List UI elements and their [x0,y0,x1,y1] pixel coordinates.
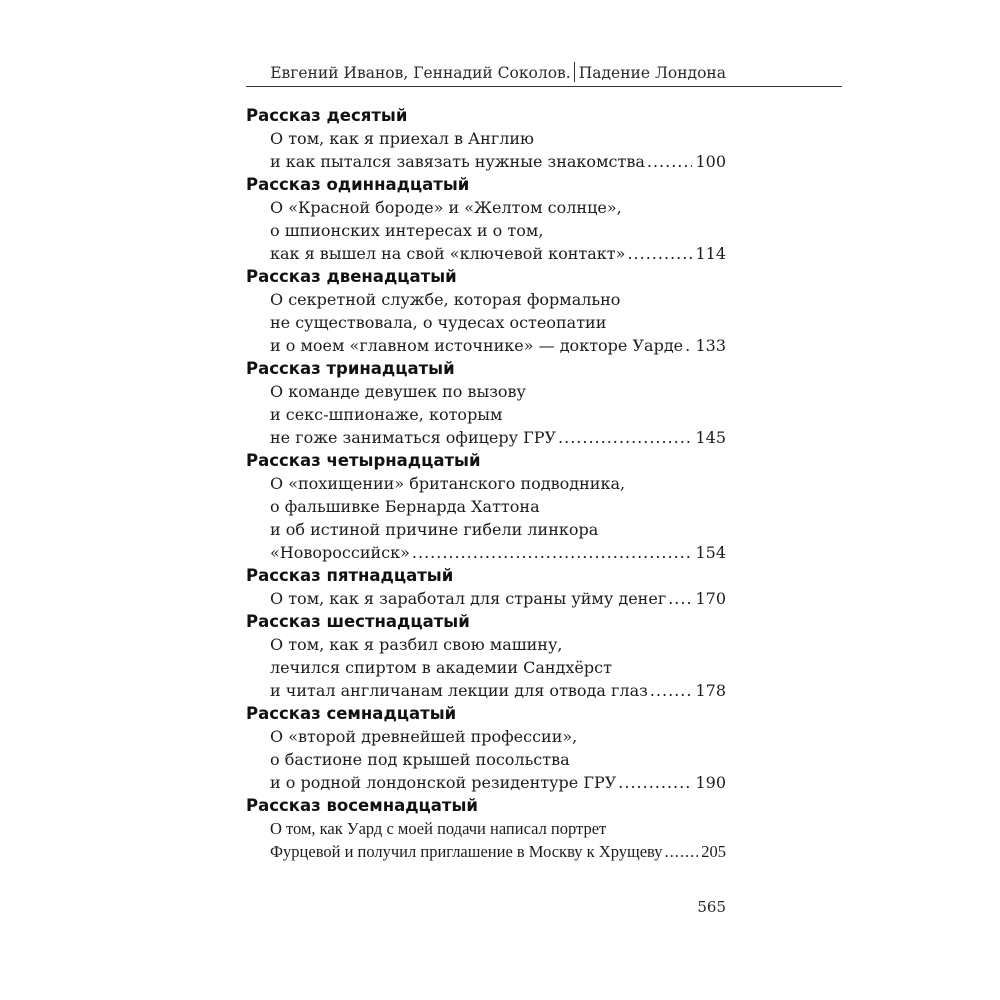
dot-leader [647,150,693,173]
dot-leader [650,679,693,702]
toc-entry-line: О том, как Уард с моей подачи написал портрет [270,819,607,838]
dot-leader [618,771,692,794]
toc-entry-title: Рассказ семнадцатый [246,704,457,723]
header-book-title: Падение Лондона [578,64,726,82]
header-separator [574,62,575,82]
toc-entry-last-line [270,541,726,564]
dot-leader [627,242,692,265]
toc-entry-last-line [270,840,726,863]
toc-page-number: 178 [695,681,726,700]
toc-entry-last-line [270,426,726,449]
toc-entry-title: Рассказ одиннадцатый [246,175,470,194]
dot-leader [685,334,692,357]
toc-page-number: 145 [695,428,726,447]
toc-entry [246,357,726,449]
toc-entry-title: Рассказ четырнадцатый [246,451,481,470]
toc-entry-title: Рассказ шестнадцатый [246,612,470,631]
toc-entry-line: и секс-шпионаже, которым [270,405,503,424]
toc-entry [246,564,726,610]
toc-page-number: 154 [695,543,726,562]
toc-entry-last-line [270,150,726,173]
table-of-contents [246,104,726,863]
toc-entry-text: «Новороссийск» [270,543,410,562]
toc-page-number: 100 [695,152,726,171]
toc-entry [246,104,726,173]
toc-entry-line: О том, как я приехал в Англию [270,129,534,148]
toc-entry-text: как я вышел на свой «ключевой контакт» [270,244,626,263]
toc-entry [246,794,726,863]
page-number: 565 [697,898,726,916]
dot-leader [412,541,693,564]
toc-page-number: 114 [695,244,726,263]
toc-entry-line: О «второй древнейшей профессии», [270,727,578,746]
toc-entry-title: Рассказ пятнадцатый [246,566,454,585]
toc-entry-text: и о моем «главном источнике» — докторе Уарде [270,336,684,355]
toc-entry-line: и об истиной причине гибели линкора [270,520,599,539]
toc-page-number: 205 [701,842,726,861]
toc-entry-title: Рассказ десятый [246,106,408,125]
toc-entry [246,610,726,702]
toc-entry-text: не гоже заниматься офицеру ГРУ [270,428,557,447]
toc-entry-line: о шпионских интересах и о том, [270,221,544,240]
toc-entry-text: и как пытался завязать нужные знакомства [270,152,645,171]
header-authors: Евгений Иванов, Геннадий Соколов. [270,64,571,82]
toc-entry-last-line [270,334,726,357]
toc-page-number: 170 [695,589,726,608]
toc-entry [246,265,726,357]
toc-entry-line: О «похищении» британского подводника, [270,474,626,493]
toc-page-number: 190 [695,773,726,792]
toc-entry-line: О команде девушек по вызову [270,382,526,401]
dot-leader [558,426,692,449]
toc-entry-title: Рассказ тринадцатый [246,359,455,378]
toc-entry-line: лечился спиртом в академии Сандхёрст [270,658,612,677]
toc-entry-last-line [270,587,726,610]
toc-entry-text: и читал англичанам лекции для отвода глаз [270,681,648,700]
toc-entry-line: о фальшивке Бернарда Хаттона [270,497,540,516]
dot-leader [668,587,692,610]
toc-entry-last-line [270,771,726,794]
running-head [246,60,842,87]
toc-entry-title: Рассказ двенадцатый [246,267,457,286]
toc-entry [246,449,726,564]
toc-entry-last-line [270,679,726,702]
toc-entry-last-line [270,242,726,265]
toc-entry-line: О секретной службе, которая формально [270,290,621,309]
toc-entry [246,173,726,265]
toc-entry-line: О том, как я разбил свою машину, [270,635,563,654]
toc-entry [246,702,726,794]
toc-entry-line: О «Красной бороде» и «Желтом солнце», [270,198,622,217]
toc-page-number: 133 [695,336,726,355]
dot-leader [665,840,699,863]
toc-entry-text: О том, как я заработал для страны уйму денег [270,589,667,608]
toc-entry-text: и о родной лондонской резидентуре ГРУ [270,773,617,792]
toc-entry-line: не существовала, о чудесах остеопатии [270,313,607,332]
toc-entry-text: Фурцевой и получил приглашение в Москву к Хрущеву [270,842,663,861]
toc-entry-title: Рассказ восемнадцатый [246,796,478,815]
toc-entry-line: о бастионе под крышей посольства [270,750,570,769]
